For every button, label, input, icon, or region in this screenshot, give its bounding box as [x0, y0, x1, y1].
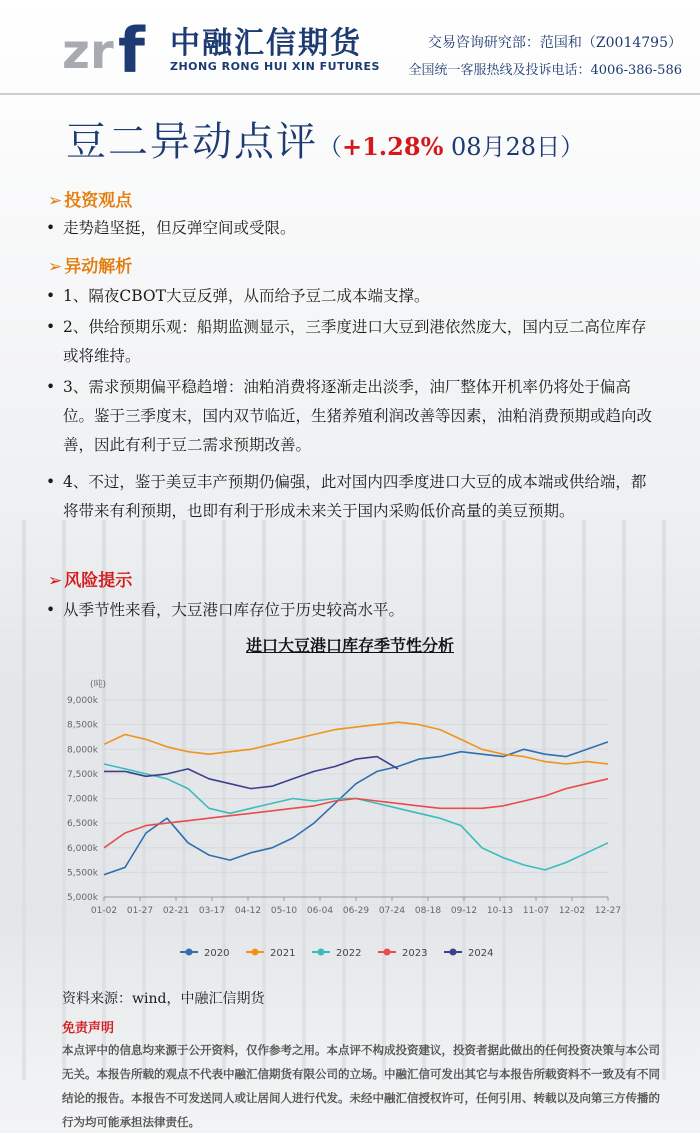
company-name-cn: 中融汇信期货 — [170, 26, 362, 61]
legend-swatch-dot — [318, 949, 325, 956]
x-tick-label: 11-07 — [522, 906, 550, 916]
x-tick-label: 06-04 — [306, 906, 334, 916]
header-divider — [0, 93, 700, 95]
y-tick-label: 7,000k — [67, 794, 98, 805]
legend-swatch-dot — [450, 949, 457, 956]
legend-swatch-dot — [384, 949, 391, 956]
disclaimer-text: 本点评中的信息均来源于公开资料，仅作参考之用。本点评不构成投资建议，投资者据此做出的任何投资决策与本公司无关。本报告所载的观点不代表中融汇信期货有限公司的立场。中融汇信可发出其它与本报告所载资料不一致及有不同结论的报告。本报告不可发送同人或让居间人进行代发。未经中融汇信授权许可，任何引用、转载以及向第三方传播的行为均可能承担法律责任。 — [62, 1043, 660, 1129]
legend-label: 2021 — [270, 948, 296, 959]
chevron-right-icon: ➢ — [48, 191, 63, 211]
series-line-2024 — [104, 757, 398, 789]
series-line-2021 — [104, 722, 608, 764]
legend-label: 2022 — [336, 948, 362, 959]
title-change-percent: +1.28% — [342, 132, 444, 161]
svg-text:zr: zr — [62, 24, 114, 78]
legend-label: 2020 — [204, 948, 230, 959]
y-tick-label: 9,000k — [67, 696, 98, 706]
series-line-2023 — [104, 779, 608, 848]
chevron-right-icon: ➢ — [48, 571, 63, 591]
page-title — [66, 110, 584, 167]
svg-text:f: f — [118, 14, 145, 78]
legend-swatch-dot — [252, 949, 259, 956]
contact-researcher: 交易咨询研究部：范国和（Z0014795） — [427, 35, 682, 51]
list-item: • 3、需求预期偏平稳趋增：油粕消费将逐渐走出淡季，油厂整体开机率仍将处于偏高位。鉴于三季度末，国内双节临近，生猪养殖利润改善等因素，油粕消费预期或趋向改善，因此有利于豆二需求预期改善。 — [46, 378, 653, 454]
x-tick-label: 01-27 — [126, 906, 154, 916]
company-logo-icon — [62, 14, 162, 78]
x-tick-label: 06-29 — [342, 906, 370, 916]
x-tick-label: 10-13 — [486, 906, 514, 916]
section-risk: ➢ 风险提示 — [48, 571, 133, 591]
list-item: • 4、不过，鉴于美豆丰产预期仍偏强，此对国内四季度进口大豆的成本端或供给端，都将带来有利预期，也即有利于形成未来关于国内采购低价高量的美豆预期。 — [46, 473, 647, 520]
y-tick-label: 5,500k — [67, 868, 98, 879]
list-item: • 从季节性来看，大豆港口库存位于历史较高水平。 — [46, 601, 405, 619]
y-tick-label: 7,500k — [67, 769, 98, 780]
x-tick-label: 02-21 — [162, 906, 190, 916]
y-tick-label: 8,000k — [67, 745, 98, 756]
section-investment-view: ➢ 投资观点 — [48, 191, 133, 211]
contact-hotline: 全国统一客服热线及投诉电话：4006-386-586 — [408, 63, 682, 78]
y-tick-label: 5,000k — [67, 893, 98, 903]
x-tick-label: 08-18 — [414, 906, 442, 916]
x-tick-label: 04-12 — [234, 906, 262, 916]
x-tick-label: 01-02 — [90, 906, 118, 916]
data-source: 资料来源：wind，中融汇信期货 — [62, 991, 265, 1007]
list-item: • 2、供给预期乐观：船期监测显示，三季度进口大豆到港依然庞大，国内豆二高位库存或将维持。 — [46, 318, 647, 365]
title-date: 08月28日） — [443, 133, 585, 161]
section-analysis: ➢ 异动解析 — [48, 257, 133, 277]
y-tick-label: 8,500k — [67, 720, 98, 731]
title-main: 豆二异动点评 — [66, 119, 318, 165]
x-tick-label: 07-24 — [378, 906, 406, 916]
chevron-right-icon: ➢ — [48, 257, 63, 277]
company-name-en: ZHONG RONG HUI XIN FUTURES — [170, 60, 380, 73]
chart-title: 进口大豆港口库存季节性分析 — [245, 636, 454, 655]
y-tick-label: 6,500k — [67, 819, 98, 830]
list-item: • 走势趋坚挺，但反弹空间或受限。 — [46, 219, 296, 237]
title-paren: （ — [318, 133, 342, 161]
x-tick-label: 05-10 — [270, 906, 298, 916]
series-line-2020 — [104, 742, 608, 875]
legend-label: 2023 — [402, 948, 428, 959]
x-tick-label: 03-17 — [198, 906, 226, 916]
legend-swatch-dot — [186, 949, 193, 956]
y-tick-label: 6,000k — [67, 843, 98, 854]
series-line-2022 — [104, 764, 608, 870]
x-tick-label: 12-02 — [558, 906, 586, 916]
disclaimer-title: 免责声明 — [62, 1021, 115, 1036]
legend-label: 2024 — [468, 948, 494, 959]
x-tick-label: 12-27 — [594, 906, 622, 916]
inventory-seasonal-chart — [40, 660, 680, 970]
x-tick-label: 09-12 — [450, 906, 478, 916]
chart-unit-label: (吨) — [90, 680, 107, 690]
list-item: • 1、隔夜CBOT大豆反弹，从而给予豆二成本端支撑。 — [46, 287, 430, 305]
